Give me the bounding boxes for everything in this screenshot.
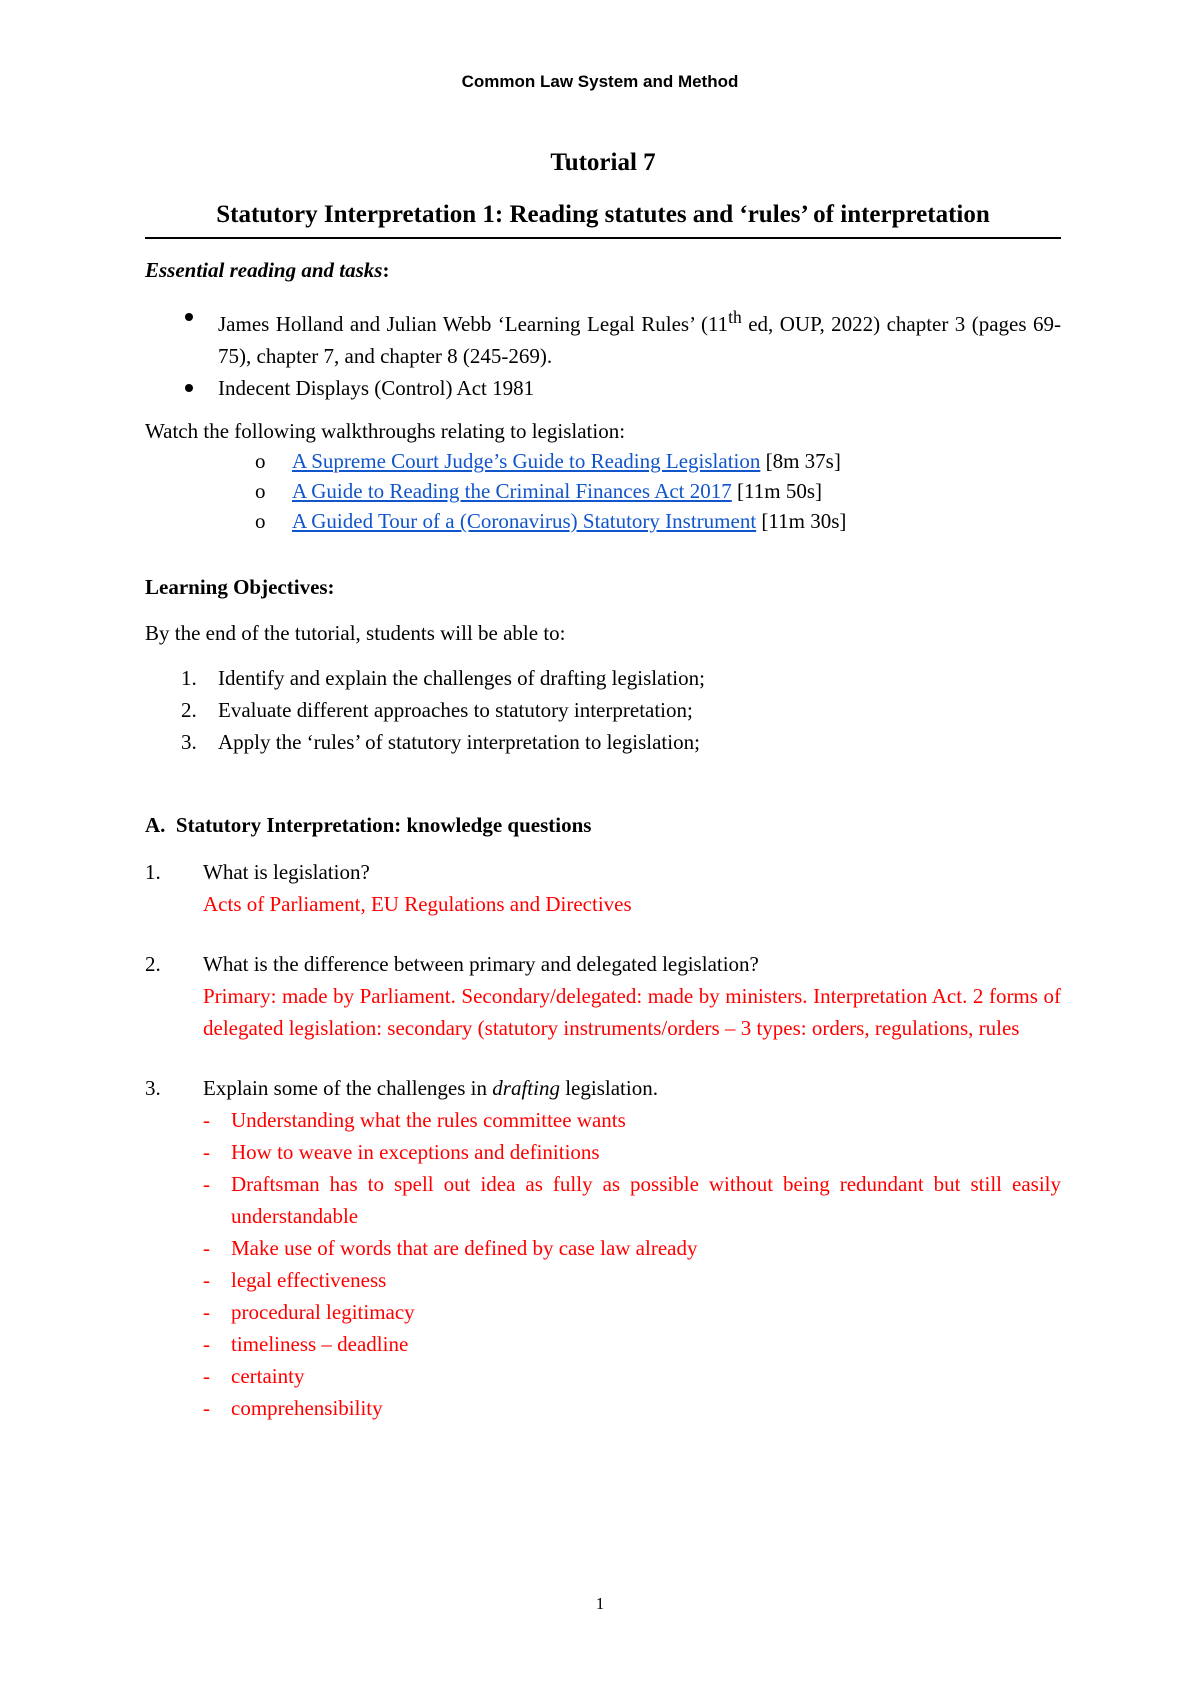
answer-point-text: How to weave in exceptions and definitions [231, 1140, 600, 1164]
dash-icon: - [203, 1268, 210, 1292]
dash-icon: - [203, 1172, 210, 1196]
walkthrough-link-criminal-finances[interactable]: A Guide to Reading the Criminal Finances Act 2017 [292, 479, 732, 503]
walkthroughs-list [145, 446, 1061, 536]
objective-item [145, 662, 1061, 694]
answer-point-text: timeliness – deadline [231, 1332, 409, 1356]
learning-objectives-heading: Learning Objectives: [145, 575, 335, 599]
dash-icon: - [203, 1140, 210, 1164]
walkthrough-item [145, 446, 1061, 476]
circle-bullet-icon: o [255, 449, 266, 473]
walkthrough-link-supreme-court[interactable]: A Supreme Court Judge’s Guide to Reading Legislation [292, 449, 761, 473]
circle-bullet-icon: o [255, 479, 266, 503]
learning-objectives-intro: By the end of the tutorial, students will be able to: [145, 621, 566, 645]
answer-point-text: legal effectiveness [231, 1268, 387, 1292]
reading-text-cont: ed, OUP, 2022) chapter 3 (pages 69-75), chapter 7, and chapter 8 (245-269). [218, 312, 1061, 368]
question-3 [145, 1072, 1061, 1424]
reading-sup: th [728, 307, 742, 327]
dash-icon: - [203, 1300, 210, 1324]
question-number: 3. [145, 1076, 161, 1100]
answer-point [145, 1168, 1061, 1232]
question-1 [145, 856, 1061, 920]
objective-text: Evaluate different approaches to statutory interpretation; [218, 698, 693, 722]
tutorial-title: Tutorial 7 [550, 149, 656, 176]
title-divider [145, 237, 1061, 239]
answer-point [145, 1296, 1061, 1328]
answer-points-list [145, 1104, 1061, 1424]
essential-reading-colon: : [382, 258, 390, 282]
answer-text: Acts of Parliament, EU Regulations and Directives [203, 892, 632, 916]
answer-text: Primary: made by Parliament. Secondary/delegated: made by ministers. Interpretation Act. 2 forms of delegated legislation: secondary (statutory instruments/orders – 3 types: orders, regulations, rules [203, 984, 1061, 1040]
walkthrough-item [145, 506, 1061, 536]
question-row [145, 948, 1061, 980]
bullet-icon [185, 384, 193, 392]
walkthrough-duration: [11m 50s] [731, 479, 822, 503]
objective-number: 2. [181, 698, 197, 722]
answer-point [145, 1264, 1061, 1296]
question-text: What is legislation? [203, 860, 370, 884]
answer-point-text: Make use of words that are defined by case law already [231, 1236, 698, 1260]
question-text: What is the difference between primary and delegated legislation? [203, 952, 759, 976]
answer-point [145, 1104, 1061, 1136]
essential-reading-list [145, 301, 1061, 404]
question-text: Explain some of the challenges in [203, 1076, 493, 1100]
objective-item [145, 694, 1061, 726]
objective-number: 1. [181, 666, 197, 690]
question-row [145, 1072, 1061, 1104]
answer-point [145, 1136, 1061, 1168]
walkthroughs-intro: Watch the following walkthroughs relating to legislation: [145, 419, 626, 443]
walkthrough-duration: [11m 30s] [756, 509, 847, 533]
walkthrough-link-statutory-instrument[interactable]: A Guided Tour of a (Coronavirus) Statutory Instrument [292, 509, 757, 533]
question-text-end: legislation. [559, 1076, 658, 1100]
dash-icon: - [203, 1108, 210, 1132]
reading-text: James Holland and Julian Webb ‘Learning Legal Rules’ (11 [218, 312, 729, 336]
objective-number: 3. [181, 730, 197, 754]
reading-item [145, 301, 1061, 372]
answer-point-text: Draftsman has to spell out idea as fully as possible without being redundant but still easily understandable [231, 1172, 1061, 1228]
reading-item [145, 372, 1061, 404]
objective-item [145, 726, 1061, 758]
walkthrough-duration: [8m 37s] [760, 449, 841, 473]
answer-point [145, 1360, 1061, 1392]
running-header: Common Law System and Method [461, 72, 739, 91]
essential-reading-label: Essential reading and tasks [145, 258, 383, 282]
page-number: 1 [595, 1594, 605, 1613]
tutorial-subtitle: Statutory Interpretation 1: Reading statutes and ‘rules’ of interpretation [216, 201, 990, 228]
question-emphasis: drafting [492, 1076, 560, 1100]
dash-icon: - [203, 1364, 210, 1388]
answer-point-text: certainty [231, 1364, 305, 1388]
objective-text: Apply the ‘rules’ of statutory interpretation to legislation; [218, 730, 700, 754]
objective-text: Identify and explain the challenges of drafting legislation; [218, 666, 705, 690]
dash-icon: - [203, 1332, 210, 1356]
circle-bullet-icon: o [255, 509, 266, 533]
question-number: 1. [145, 860, 161, 884]
page-content [145, 148, 1061, 1424]
essential-reading-heading [145, 255, 1061, 285]
question-2 [145, 948, 1061, 1044]
answer-point [145, 1392, 1061, 1424]
dash-icon: - [203, 1236, 210, 1260]
answer-point-text: Understanding what the rules committee wants [231, 1108, 626, 1132]
answer-point [145, 1328, 1061, 1360]
answer-point [145, 1232, 1061, 1264]
walkthrough-item [145, 476, 1061, 506]
reading-text: Indecent Displays (Control) Act 1981 [218, 376, 535, 400]
learning-objectives-list [145, 662, 1061, 758]
dash-icon: - [203, 1396, 210, 1420]
question-row [145, 856, 1061, 888]
answer-point-text: comprehensibility [231, 1396, 383, 1420]
bullet-icon [185, 313, 193, 321]
question-number: 2. [145, 952, 161, 976]
answer-point-text: procedural legitimacy [231, 1300, 415, 1324]
section-a-heading: A. Statutory Interpretation: knowledge questions [145, 813, 592, 837]
